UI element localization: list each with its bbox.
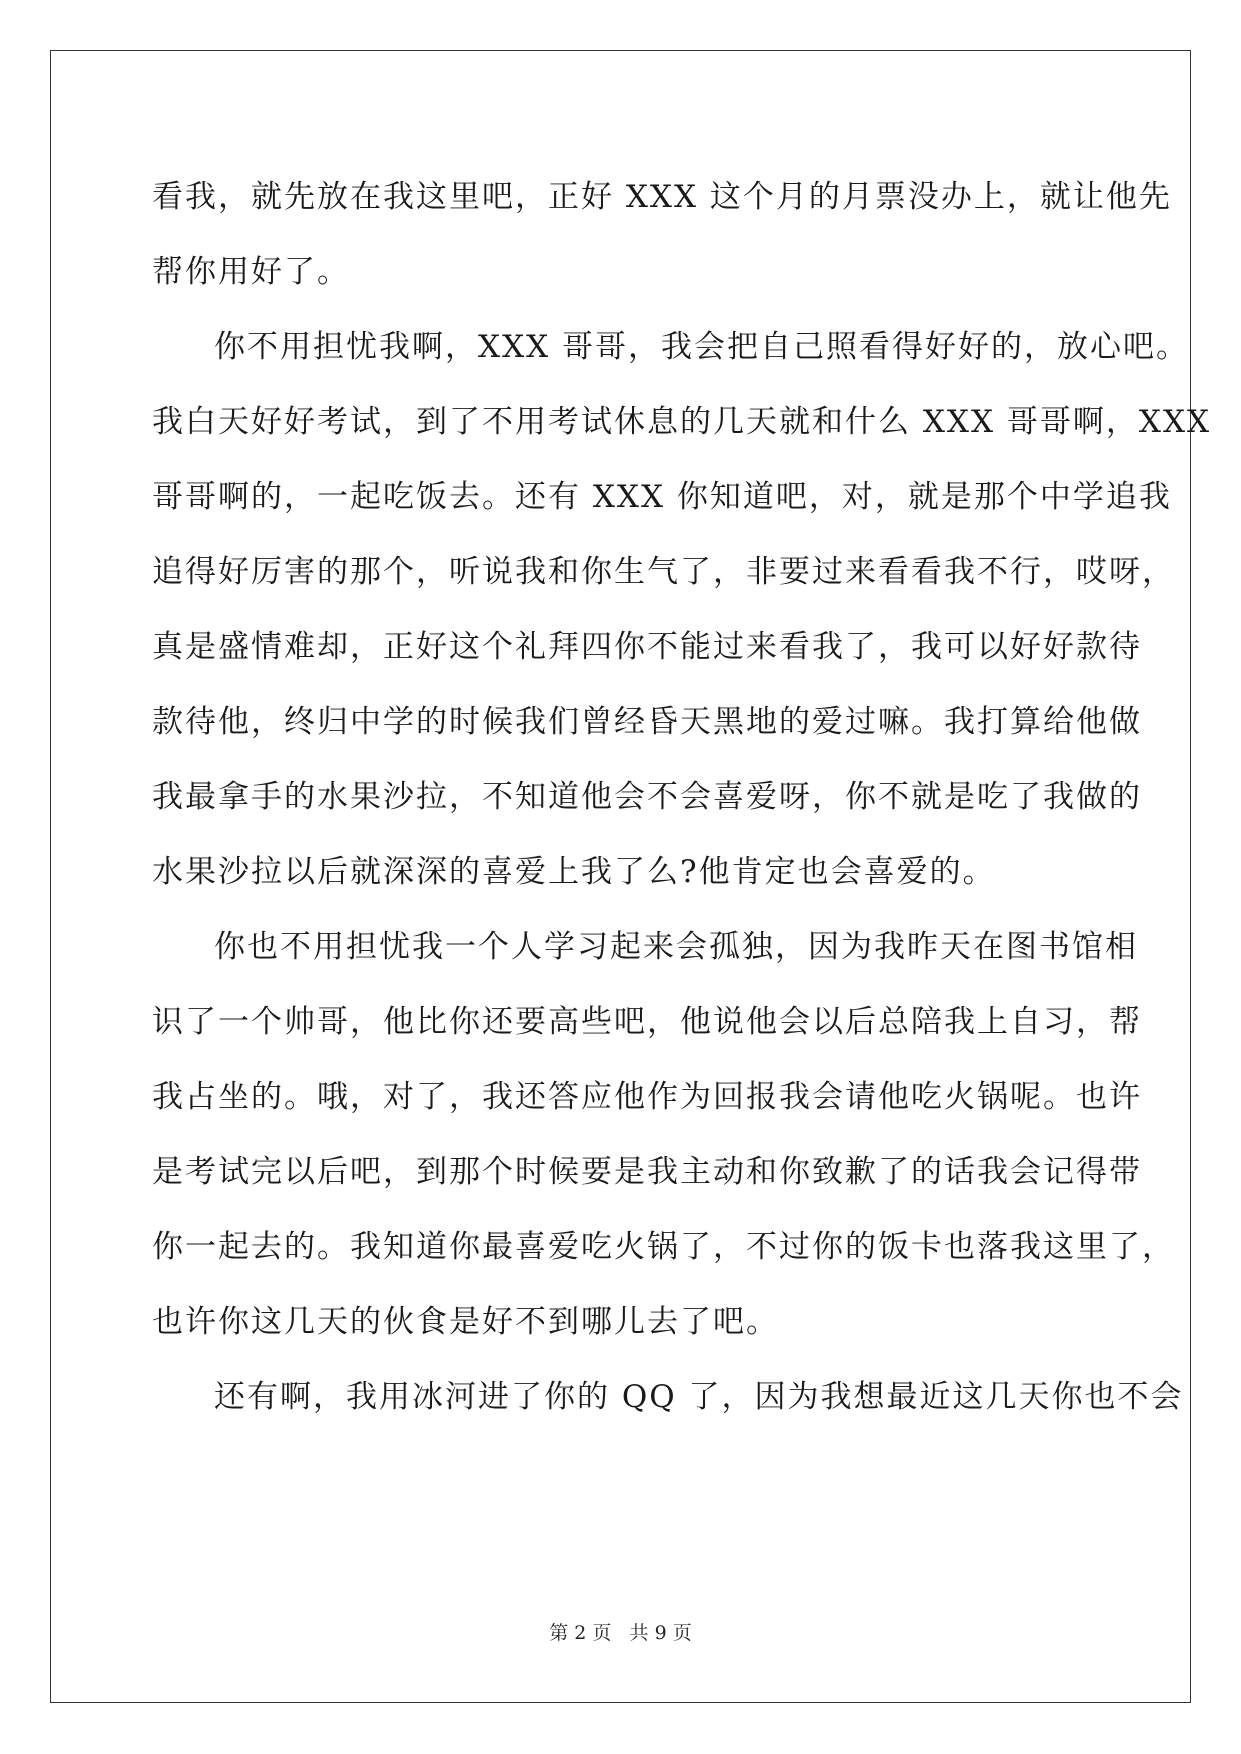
text-line: 也许你这几天的伙食是好不到哪儿去了吧。 (152, 1304, 779, 1340)
text-line: 追得好厉害的那个，听说我和你生气了，非要过来看看我不行，哎呀， (152, 554, 1175, 590)
page-number-footer: 第 2 页 共 9 页 (549, 1622, 692, 1644)
paragraph-start-line: 你不用担忧我啊，XXX 哥哥，我会把自己照看得好好的，放心吧。 (214, 329, 1190, 365)
text-line: 看我，就先放在我这里吧，正好 XXX 这个月的月票没办上，就让他先 (152, 179, 1172, 215)
text-line: 帮你用好了。 (152, 254, 350, 290)
text-line: 款待他，终归中学的时候我们曾经昏天黑地的爱过嘛。我打算给他做 (152, 704, 1142, 740)
text-line: 水果沙拉以后就深深的喜爱上我了么?他肯定也会喜爱的。 (152, 854, 996, 890)
text-line: 真是盛情难却，正好这个礼拜四你不能过来看我了，我可以好好款待 (152, 629, 1142, 665)
paragraph-start-line: 还有啊，我用冰河进了你的 QQ 了，因为我想最近这几天你也不会 (214, 1379, 1184, 1415)
text-line: 是考试完以后吧，到那个时候要是我主动和你致歉了的话我会记得带 (152, 1154, 1142, 1190)
text-line: 识了一个帅哥，他比你还要高些吧，他说他会以后总陪我上自习，帮 (152, 1004, 1142, 1040)
paragraph-start-line: 你也不用担忧我一个人学习起来会孤独，因为我昨天在图书馆相 (214, 929, 1138, 965)
text-line: 我白天好好考试，到了不用考试休息的几天就和什么 XXX 哥哥啊，XXX (152, 404, 1212, 440)
text-line: 你一起去的。我知道你最喜爱吃火锅了，不过你的饭卡也落我这里了， (152, 1229, 1175, 1265)
text-line: 我最拿手的水果沙拉，不知道他会不会喜爱呀，你不就是吃了我做的 (152, 779, 1142, 815)
document-body (152, 160, 1212, 1435)
text-line: 我占坐的。哦，对了，我还答应他作为回报我会请他吃火锅呢。也许 (152, 1079, 1142, 1115)
text-line: 哥哥啊的，一起吃饭去。还有 XXX 你知道吧，对，就是那个中学追我 (152, 479, 1172, 515)
